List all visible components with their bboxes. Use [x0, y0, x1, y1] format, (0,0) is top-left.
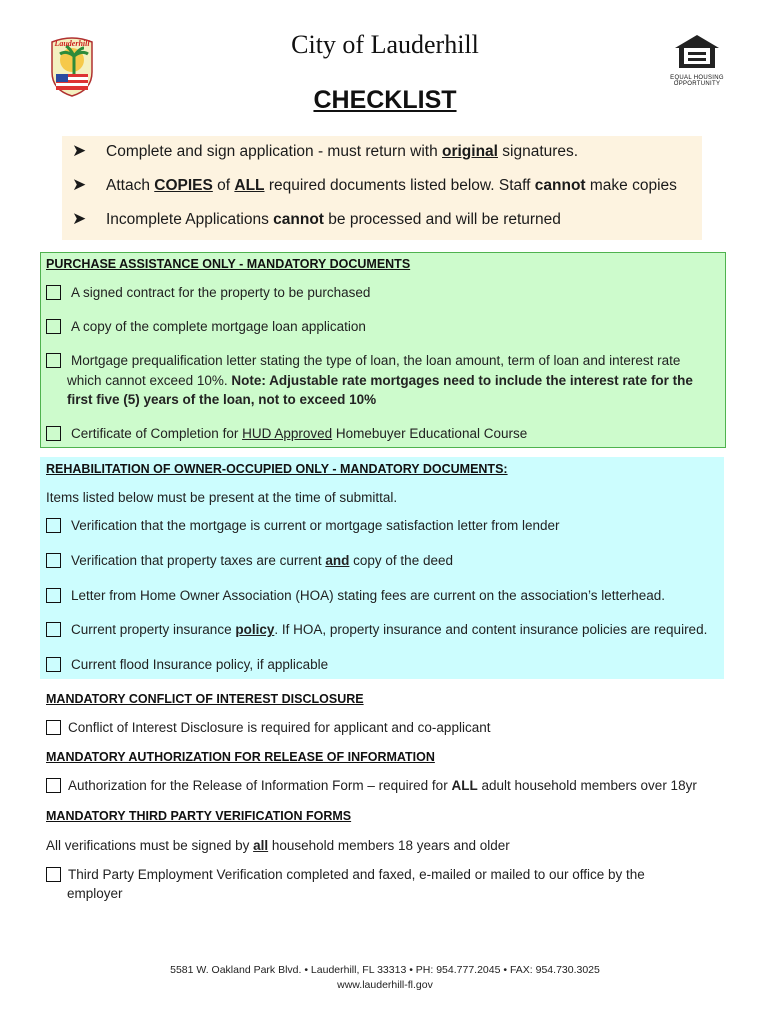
- purchase-item-prequalification-line2: [67, 373, 693, 388]
- instruction-2-cannot: cannot: [534, 177, 586, 194]
- prequalification-note: Note: Adjustable rate mortgages need to include the interest rate for the: [231, 373, 693, 388]
- authorization-item: [68, 778, 697, 793]
- instruction-2-copies: COPIES: [154, 177, 213, 194]
- rehab-item-insurance: [71, 622, 707, 637]
- instruction-2-middle: required documents listed below. Staff: [264, 177, 535, 194]
- instruction-2-of: of: [212, 177, 235, 194]
- purchase-item-certificate: [71, 426, 527, 441]
- instruction-3-end: be processed and will be returned: [323, 211, 561, 228]
- thirdparty-note-text: All verifications must be signed by: [46, 838, 254, 853]
- insurance-text: Current property insurance: [71, 622, 236, 637]
- equal-housing-opportunity-logo: [668, 34, 726, 88]
- authorization-text: Authorization for the Release of Information Form – required for: [68, 778, 452, 793]
- instruction-1-end: signatures.: [497, 143, 579, 160]
- svg-text:Lauderhill: Lauderhill: [54, 39, 90, 48]
- rehab-checkbox-hoa[interactable]: [46, 588, 61, 603]
- thirdparty-note-all: all: [253, 838, 269, 853]
- authorization-end: adult household members over 18yr: [477, 778, 697, 793]
- rehab-item-hoa: Letter from Home Owner Association (HOA) stating fees are current on the association’s letterhead.: [71, 588, 666, 603]
- thirdparty-item-line2: employer: [67, 886, 123, 901]
- footer-website[interactable]: www.lauderhill-fl.gov: [337, 979, 433, 991]
- rehab-checkbox-mortgage[interactable]: [46, 518, 61, 533]
- certificate-end: Homebuyer Educational Course: [332, 426, 528, 441]
- authorization-all: ALL: [451, 778, 478, 793]
- arrow-bullet-icon: ➤: [72, 175, 87, 194]
- rehab-checkbox-taxes[interactable]: [46, 553, 61, 568]
- page-title: City of Lauderhill: [291, 30, 479, 59]
- purchase-item-contract: A signed contract for the property to be purchased: [71, 285, 371, 300]
- purchase-item-prequalification-line3: first five (5) years of the loan, not to exceed 10%: [67, 392, 377, 407]
- purchase-checkbox-contract[interactable]: [46, 285, 61, 300]
- rehab-checkbox-flood[interactable]: [46, 657, 61, 672]
- purchase-checkbox-loan-application[interactable]: [46, 319, 61, 334]
- authorization-heading: MANDATORY AUTHORIZATION FOR RELEASE OF INFORMATION: [46, 750, 435, 764]
- instruction-3-cannot: cannot: [273, 211, 324, 228]
- taxes-end: copy of the deed: [349, 553, 453, 568]
- taxes-text: Verification that property taxes are current: [71, 553, 326, 568]
- insurance-end: . If HOA, property insurance and content insurance policies are required.: [274, 622, 708, 637]
- purchase-item-prequalification: Mortgage prequalification letter stating the type of loan, the loan amount, term of loan and interest rate: [71, 353, 681, 368]
- instruction-1-emphasis: original: [442, 143, 498, 160]
- taxes-and: and: [325, 553, 350, 568]
- checklist-heading: CHECKLIST: [313, 86, 457, 114]
- footer-address: 5581 W. Oakland Park Blvd. • Lauderhill, FL 33313 • PH: 954.777.2045 • FAX: 954.730.3025: [170, 964, 600, 976]
- thirdparty-heading: MANDATORY THIRD PARTY VERIFICATION FORMS: [46, 809, 352, 823]
- instruction-2-end: make copies: [585, 177, 677, 194]
- eho-line1: EQUAL HOUSING: [670, 75, 724, 81]
- insurance-policy: policy: [235, 622, 275, 637]
- thirdparty-checkbox[interactable]: [46, 867, 61, 882]
- conflict-heading: MANDATORY CONFLICT OF INTEREST DISCLOSURE: [46, 692, 364, 706]
- arrow-bullet-icon: ➤: [72, 141, 87, 160]
- certificate-text: Certificate of Completion for: [71, 426, 243, 441]
- conflict-item: Conflict of Interest Disclosure is required for applicant and co-applicant: [68, 720, 491, 735]
- instruction-1-text: Complete and sign application - must return with: [106, 143, 442, 160]
- instruction-2: [72, 175, 677, 195]
- rehab-item-mortgage: Verification that the mortgage is current or mortgage satisfaction letter from lender: [71, 518, 560, 533]
- thirdparty-item: Third Party Employment Verification completed and faxed, e-mailed or mailed to our office by the: [68, 867, 645, 882]
- prequalification-rate-text: which cannot exceed 10%.: [67, 373, 232, 388]
- purchase-checkbox-certificate[interactable]: [46, 426, 61, 441]
- hud-approved: HUD Approved: [242, 426, 333, 441]
- purchase-assistance-section: [40, 252, 726, 448]
- thirdparty-note-end: household members 18 years and older: [268, 838, 510, 853]
- instruction-1: [72, 141, 578, 161]
- rehab-note: Items listed below must be present at the time of submittal.: [46, 490, 398, 505]
- instruction-2-text: Attach: [106, 177, 155, 194]
- house-icon: [674, 34, 720, 70]
- conflict-checkbox[interactable]: [46, 720, 61, 735]
- instruction-3: [72, 209, 561, 229]
- thirdparty-note: [46, 838, 510, 853]
- instruction-2-all: ALL: [234, 177, 265, 194]
- rehab-heading: REHABILITATION OF OWNER-OCCUPIED ONLY - MANDATORY DOCUMENTS:: [46, 462, 508, 476]
- purchase-item-loan-application: A copy of the complete mortgage loan application: [71, 319, 366, 334]
- purchase-checkbox-prequalification[interactable]: [46, 353, 61, 368]
- rehab-item-flood: Current flood Insurance policy, if applicable: [71, 657, 329, 672]
- eho-line2: OPPORTUNITY: [673, 81, 721, 87]
- purchase-heading: PURCHASE ASSISTANCE ONLY - MANDATORY DOCUMENTS: [46, 257, 411, 271]
- rehab-checkbox-insurance[interactable]: [46, 622, 61, 637]
- authorization-checkbox[interactable]: [46, 778, 61, 793]
- rehab-item-taxes: [71, 553, 453, 568]
- instruction-3-text: Incomplete Applications: [106, 211, 274, 228]
- arrow-bullet-icon: ➤: [72, 209, 87, 228]
